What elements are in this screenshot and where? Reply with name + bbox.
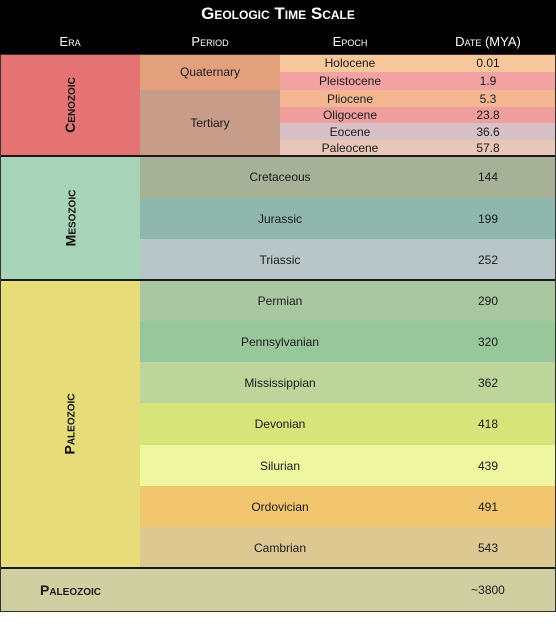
period-ordovician-text: Ordovician	[251, 499, 309, 514]
date-ordovician-text: 491	[477, 499, 499, 514]
date-cambrian-text: 543	[477, 540, 499, 555]
period-cretaceous-text: Cretaceous	[249, 170, 311, 184]
date-holocene-text: 0.01	[476, 56, 500, 70]
period-ordovician	[140, 486, 420, 527]
epoch-pliocene-text: Pliocene	[326, 91, 374, 106]
era-cenozoic-label: Cenozoic	[61, 77, 78, 133]
epoch-eocene	[280, 123, 420, 140]
period-tertiary	[140, 90, 280, 156]
period-silurian-text: Silurian	[259, 458, 301, 473]
era-paleozoic-label: Paleozoic	[61, 393, 78, 455]
date-paleocene-text: 57.8	[476, 141, 500, 155]
section-divider	[0, 567, 556, 569]
header-period: Period	[191, 33, 229, 49]
table-title: Geologic Time Scale	[0, 0, 556, 28]
date-devonian-text: 418	[477, 417, 499, 431]
period-quaternary-text: Quaternary	[179, 65, 241, 79]
date-triassic-text: 252	[477, 252, 499, 267]
footer-date-text: ~3800	[471, 583, 505, 597]
period-jurassic	[140, 198, 420, 239]
date-permian-text: 290	[477, 293, 499, 308]
date-ordovician	[420, 486, 556, 527]
epoch-holocene	[280, 54, 420, 72]
epoch-pleistocene-text: Pleistocene	[318, 74, 382, 88]
date-triassic	[420, 239, 556, 280]
period-tertiary-text: Tertiary	[190, 116, 230, 130]
era-mesozoic	[0, 156, 140, 280]
header-date: Date (MYA)	[455, 33, 521, 49]
date-cambrian	[420, 527, 556, 568]
date-cretaceous	[420, 156, 556, 198]
period-devonian	[140, 403, 420, 445]
epoch-eocene-text: Eocene	[329, 124, 371, 139]
header-era: Era	[59, 33, 81, 49]
date-eocene-text: 36.6	[476, 124, 500, 139]
date-pennsylvanian-text: 320	[477, 334, 499, 349]
date-pleistocene-text: 1.9	[479, 74, 497, 88]
epoch-oligocene-text: Oligocene	[322, 108, 378, 122]
period-cambrian	[140, 527, 420, 568]
date-pennsylvanian	[420, 321, 556, 362]
period-silurian	[140, 445, 420, 486]
header-epoch: Epoch	[332, 33, 368, 49]
period-cretaceous	[140, 156, 420, 198]
date-mississippian-text: 362	[477, 375, 499, 390]
date-mississippian	[420, 362, 556, 403]
epoch-paleocene-text: Paleocene	[321, 141, 379, 155]
date-cretaceous-text: 144	[477, 170, 499, 184]
era-paleozoic	[0, 280, 140, 568]
date-pleistocene	[420, 72, 556, 90]
date-pliocene	[420, 90, 556, 107]
era-cenozoic	[0, 54, 140, 156]
date-eocene	[420, 123, 556, 140]
period-triassic-text: Triassic	[259, 252, 301, 267]
period-triassic	[140, 239, 420, 280]
footer-era	[0, 568, 420, 612]
period-quaternary	[140, 54, 280, 90]
epoch-oligocene	[280, 107, 420, 123]
era-mesozoic-label: Mesozoic	[61, 189, 78, 247]
period-mississippian-text: Mississippian	[244, 375, 316, 390]
footer-era-label: Paleozoic	[40, 582, 102, 598]
period-pennsylvanian-text: Pennsylvanian	[240, 334, 320, 349]
period-devonian-text: Devonian	[254, 417, 306, 431]
date-oligocene	[420, 107, 556, 123]
period-jurassic-text: Jurassic	[257, 211, 302, 226]
date-holocene	[420, 54, 556, 72]
period-pennsylvanian	[140, 321, 420, 362]
section-divider	[0, 155, 556, 157]
epoch-pleistocene	[280, 72, 420, 90]
date-silurian	[420, 445, 556, 486]
date-permian	[420, 280, 556, 321]
column-header-row	[0, 28, 556, 54]
date-oligocene-text: 23.8	[476, 108, 500, 122]
period-cambrian-text: Cambrian	[253, 540, 307, 555]
epoch-paleocene	[280, 140, 420, 156]
epoch-pliocene	[280, 90, 420, 107]
period-mississippian	[140, 362, 420, 403]
date-pliocene-text: 5.3	[479, 91, 497, 106]
period-permian-text: Permian	[257, 293, 303, 308]
date-silurian-text: 439	[477, 458, 499, 473]
period-permian	[140, 280, 420, 321]
date-jurassic	[420, 198, 556, 239]
epoch-holocene-text: Holocene	[324, 56, 376, 70]
footer-date	[420, 568, 556, 612]
date-paleocene	[420, 140, 556, 156]
section-divider	[0, 279, 556, 281]
date-jurassic-text: 199	[477, 211, 499, 226]
date-devonian	[420, 403, 556, 445]
